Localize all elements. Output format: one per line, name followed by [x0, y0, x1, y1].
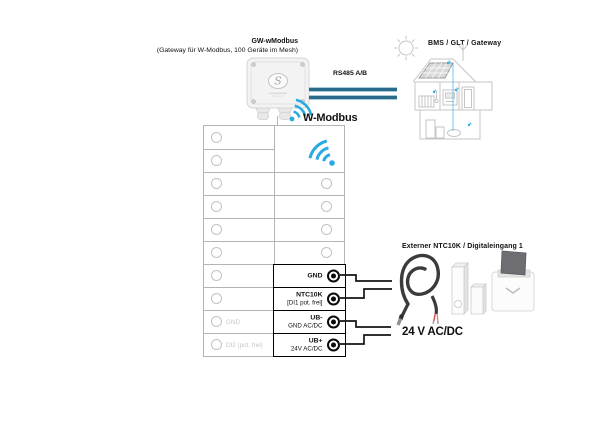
- device-subtitle: (Gateway für W-Modbus, 100 Geräte im Mesh): [156, 47, 298, 54]
- bus-label: RS485 A/B: [332, 70, 368, 77]
- terminal-circle: [211, 132, 222, 143]
- terminal-circle: [211, 155, 222, 166]
- card-holder-illustration: [492, 251, 534, 311]
- sensor-illustrations: [392, 248, 538, 326]
- terminal-circle: [211, 247, 222, 258]
- terminal-sublabel: 24V AC/DC: [290, 345, 323, 352]
- solar-panel-icon: [419, 63, 453, 78]
- wifi-icon-gateway: [298, 131, 338, 169]
- device-caption: [120, 38, 298, 55]
- wireless-protocol-label: W-Modbus: [303, 112, 358, 124]
- bms-label: BMS / GLT / Gateway: [428, 40, 502, 47]
- power-supply-label: 24 V AC/DC: [402, 326, 463, 338]
- antenna-icon: [459, 44, 468, 61]
- terminal-circle: [321, 247, 332, 258]
- device-logo-letter: S: [274, 74, 282, 88]
- terminal-circle: [211, 224, 222, 235]
- rs485-line-a: [309, 87, 397, 92]
- terminal-label: NTC10K: [296, 291, 323, 299]
- terminal-label: UB+: [308, 337, 323, 345]
- device-title: GW-wModbus: [251, 38, 298, 45]
- sun-icon: [394, 36, 418, 60]
- building-illustration: [393, 33, 508, 145]
- terminal-sublabel: GND AC/DC: [288, 322, 323, 330]
- left-di2-label: DI2 (pot. frei): [226, 342, 263, 349]
- terminal-circle: [211, 339, 222, 350]
- terminal-circle: [211, 316, 222, 327]
- ntc-probe-illustration: [398, 255, 438, 325]
- device-table-connector: [277, 116, 278, 125]
- terminal-label: GND: [307, 272, 323, 280]
- terminal-label: UB-: [310, 314, 323, 322]
- terminal-block-table: [203, 125, 345, 357]
- terminal-circle: [321, 201, 332, 212]
- terminal-sublabel: [DI1 pot. frei]: [287, 299, 323, 307]
- rs485-line-b: [309, 95, 397, 100]
- left-gnd-label: GND: [226, 319, 240, 326]
- terminal-circle: [211, 201, 222, 212]
- door-contact-illustration: [452, 263, 486, 314]
- terminal-circle: [321, 178, 332, 189]
- terminal-circle: [211, 270, 222, 281]
- terminal-circle: [211, 293, 222, 304]
- terminal-circle: [321, 224, 332, 235]
- terminal-circle: [211, 178, 222, 189]
- sensors-label: Externer NTC10K / Digitaleingang 1: [402, 243, 523, 250]
